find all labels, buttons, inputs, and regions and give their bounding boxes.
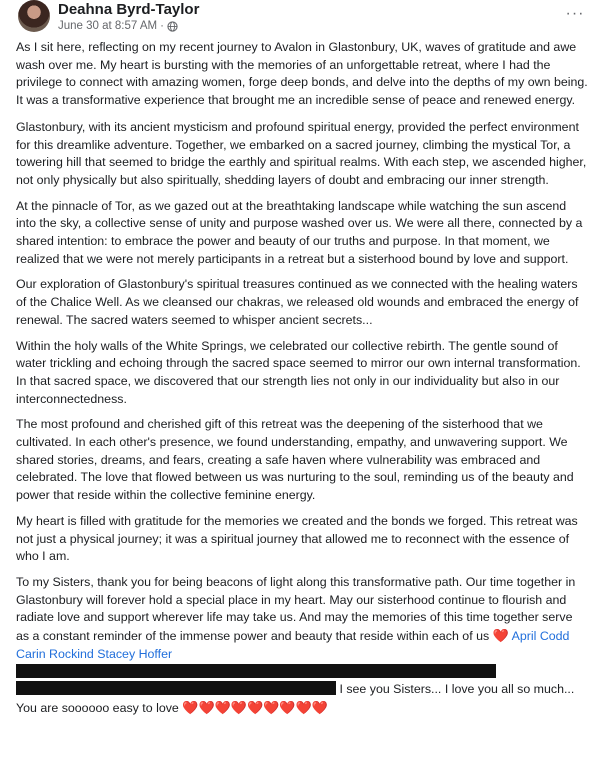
audience-globe-icon[interactable] — [167, 21, 178, 32]
post-paragraph: Glastonbury, with its ancient mysticism and profound spiritual energy, provided the perfect environment for this dreamlike adventure. Together, we embarked on a sacred journey, climbing the mystical Tor, a towering hill that seemed to bridge the earthly and spiritual realms. With each step, we ascended higher, not only physically but also spiritually, shedding layers of doubt and embracing our inner strength. — [16, 119, 587, 187]
closing-text: To my Sisters, thank you for being beacons of light along this transformative path. Our time together in Glastonbury will forever hold a special place in my heart. May our sisterhood continue to flourish and radiate love and support wherever life may take us. And may the memories of this time together serve as a constant reminder of the immense power and beauty that reside within each of us — [16, 574, 576, 644]
heart-emoji-icon: ❤️ — [492, 628, 509, 644]
post-paragraph: Our exploration of Glastonbury's spiritual treasures continued as we connected with the healing waters of the Chalice Well. As we cleansed our chakras, we released old wounds and embraced the energy of renewal. The sacred waters seemed to whisper ancient secrets... — [16, 277, 579, 327]
post-paragraph: The most profound and cherished gift of this retreat was the deepening of the sisterhood that we cultivated. In each other's presence, we found understanding, empathy, and unwavering support. We shared stories, dreams, and fears, creating a safe haven where vulnerability was embraced and celebrated. The love that flowed between us was nurturing to the soul, reminding us of the beauty and power that reside within the collective feminine energy. — [16, 417, 574, 503]
post-body — [16, 39, 588, 726]
tagged-people-links[interactable]: April Codd Carin Rockind Stacey Hoffer — [16, 629, 570, 661]
post-paragraph: At the pinnacle of Tor, as we gazed out at the breathtaking landscape while watching the sun ascend into the sky, a collective sense of unity and purpose washed over us. We were all there, connected by a shared intention: to embrace the power and beauty of our truths and purpose. In that moment, we realized that we were not merely participants in a retreat but a sisterhood bound by love and support. — [16, 198, 583, 266]
author-name[interactable]: Deahna Byrd-Taylor — [58, 1, 200, 18]
post-paragraph: Within the holy walls of the White Springs, we celebrated our collective rebirth. The gentle sound of water trickling and echoing through the sacred space seemed to mirror our own internal transformation. In that sacred space, we discovered that our strength lies not only in our individuality but also in our interconnectedness. — [16, 338, 581, 406]
redacted-block — [16, 681, 336, 695]
closing-after-redaction: I see you Sisters... I love you all so much... You are soooooo easy to love — [16, 682, 575, 715]
post-paragraph: As I sit here, reflecting on my recent journey to Avalon in Glastonbury, UK, waves of gratitude and awe wash over me. My heart is bursting with the memories of an unforgettable retreat, where I had the privilege to connect with amazing women, forge deep bonds, and delve into the depths of my own being. It was a transformative experience that brought me an incredible sense of peace and renewed energy. — [16, 40, 588, 108]
redacted-block — [16, 664, 496, 678]
post-header — [0, 0, 603, 34]
post-meta — [58, 20, 178, 32]
more-options-button[interactable]: ··· — [565, 5, 585, 22]
post-paragraph: My heart is filled with gratitude for the memories we created and the bonds we forged. This retreat was not just a physical journey; it was a spiritual journey that allowed me to reconnect with the essence of who I am. — [16, 513, 578, 564]
hearts-emoji-icon: ❤️❤️❤️❤️❤️❤️❤️❤️❤️ — [182, 699, 328, 715]
avatar[interactable] — [18, 0, 50, 32]
meta-separator: · — [160, 20, 164, 32]
closing-paragraph — [16, 574, 588, 718]
post-timestamp[interactable]: June 30 at 8:57 AM — [58, 20, 158, 32]
